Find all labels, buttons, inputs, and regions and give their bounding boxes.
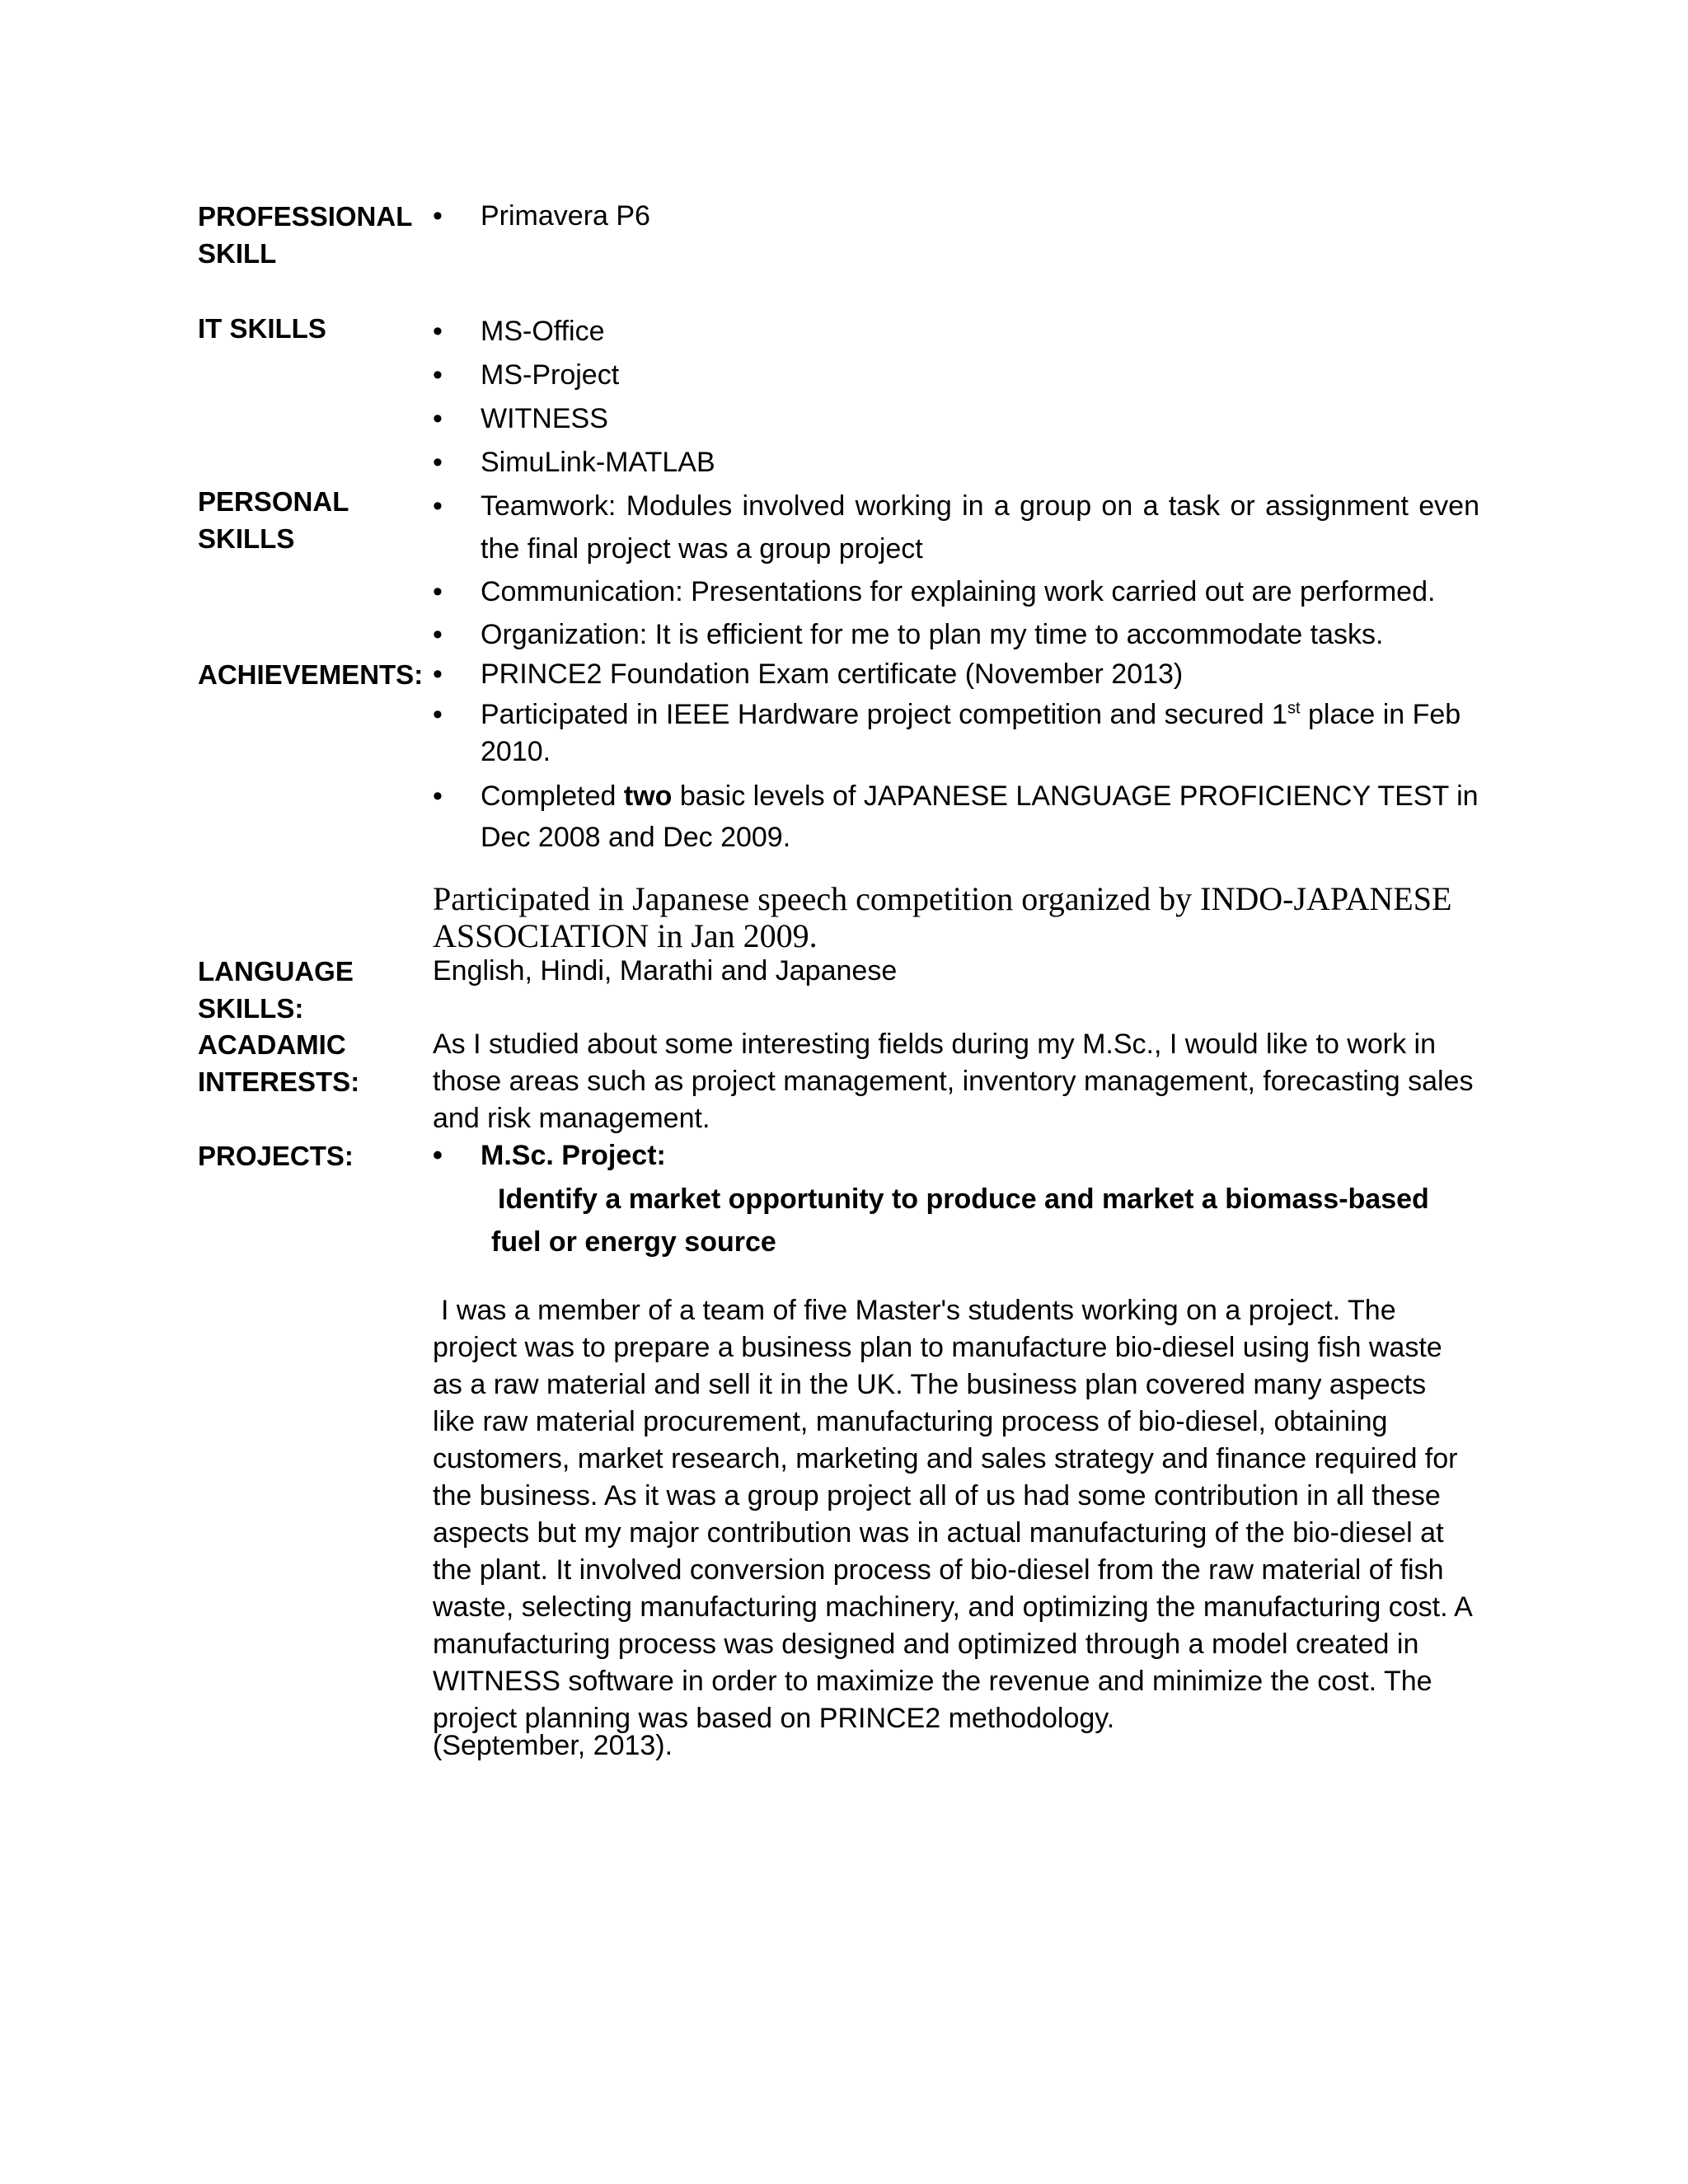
language-skills-text: English, Hindi, Marathi and Japanese [433, 955, 898, 987]
achievement-text: basic levels of JAPANESE LANGUAGE PROFICIENCY TEST in Dec 2008 and Dec 2009. [481, 780, 1479, 853]
achievement-text: Participated in IEEE Hardware project competition and secured 1 [481, 699, 1287, 730]
project-description: I was a member of a team of five Master's students working on a project. The project was to prepare a business plan to manufacture bio-diesel using fish waste as a raw material and sell it in the UK. The business plan covered many aspects like raw material procurement, manufacturing process of bio-diesel, obtaining customers, market research, marketing and sales strategy and finance required for the business. As it was a group project all of us had some contribution in all these aspects but my major contribution was in actual manufacturing of the bio-diesel at the plant. It involved conversion process of bio-diesel from the raw material of fish waste, selecting manufacturing machinery, and optimizing the manufacturing cost. A manufacturing process was designed and optimized through a model created in WITNESS software in order to maximize the revenue and minimize the cost. The project planning was based on PRINCE2 methodology. [433, 1295, 1471, 1734]
list-item: • Primavera P6 [433, 198, 1479, 235]
academic-interests-text: As I studied about some interesting fields during my M.Sc., I would like to work in those areas such as project management, inventory management, forecasting sales and risk management. [433, 1029, 1474, 1134]
it-skills-list [433, 310, 1479, 485]
academic-interests-label: ACADAMIC INTERESTS: [198, 1029, 360, 1097]
list-item: • Communication: Presentations for explaining work carried out are performed. [433, 570, 1479, 613]
project-heading: • M.Sc. Project: [433, 1137, 1479, 1174]
personal-skills-list [433, 485, 1479, 656]
personal-skills-label: PERSONAL SKILLS [198, 486, 349, 554]
language-skills-label: LANGUAGE SKILLS: [198, 956, 354, 1024]
achievements-list [433, 656, 1479, 858]
projects-list [433, 1137, 1479, 1174]
project-title: Identify a market opportunity to produce and market a biomass-based fuel or energy source [491, 1183, 1429, 1258]
list-item: • Organization: It is efficient for me to plan my time to accommodate tasks. [433, 613, 1479, 656]
list-item: • Teamwork: Modules involved working in a group on a task or assignment even the final project was a group project [433, 485, 1479, 570]
achievements-label: ACHIEVEMENTS: [198, 659, 424, 690]
it-skills-label: IT SKILLS [198, 313, 326, 344]
list-item: • PRINCE2 Foundation Exam certificate (November 2013) [433, 656, 1479, 693]
project-date: (September, 2013). [433, 1730, 673, 1761]
list-item: • SimuLink-MATLAB [433, 441, 1479, 485]
achievement-text: place in Feb 2010. [481, 699, 1461, 767]
list-item: • WITNESS [433, 397, 1479, 441]
ordinal-suffix: st [1287, 699, 1301, 718]
speech-competition-text: Participated in Japanese speech competition organized by INDO-JAPANESE ASSOCIATION in Jan 2009. [433, 880, 1452, 954]
professional-skill-label: PROFESSIONAL SKILL [198, 201, 412, 269]
emphasis-text: two [623, 780, 673, 812]
professional-skill-list [433, 198, 1479, 235]
list-item [433, 776, 1479, 858]
projects-label: PROJECTS: [198, 1141, 354, 1171]
achievement-text: Completed [481, 780, 624, 812]
list-item [433, 696, 1479, 771]
list-item: • MS-Office [433, 310, 1479, 354]
list-item: • MS-Project [433, 354, 1479, 397]
